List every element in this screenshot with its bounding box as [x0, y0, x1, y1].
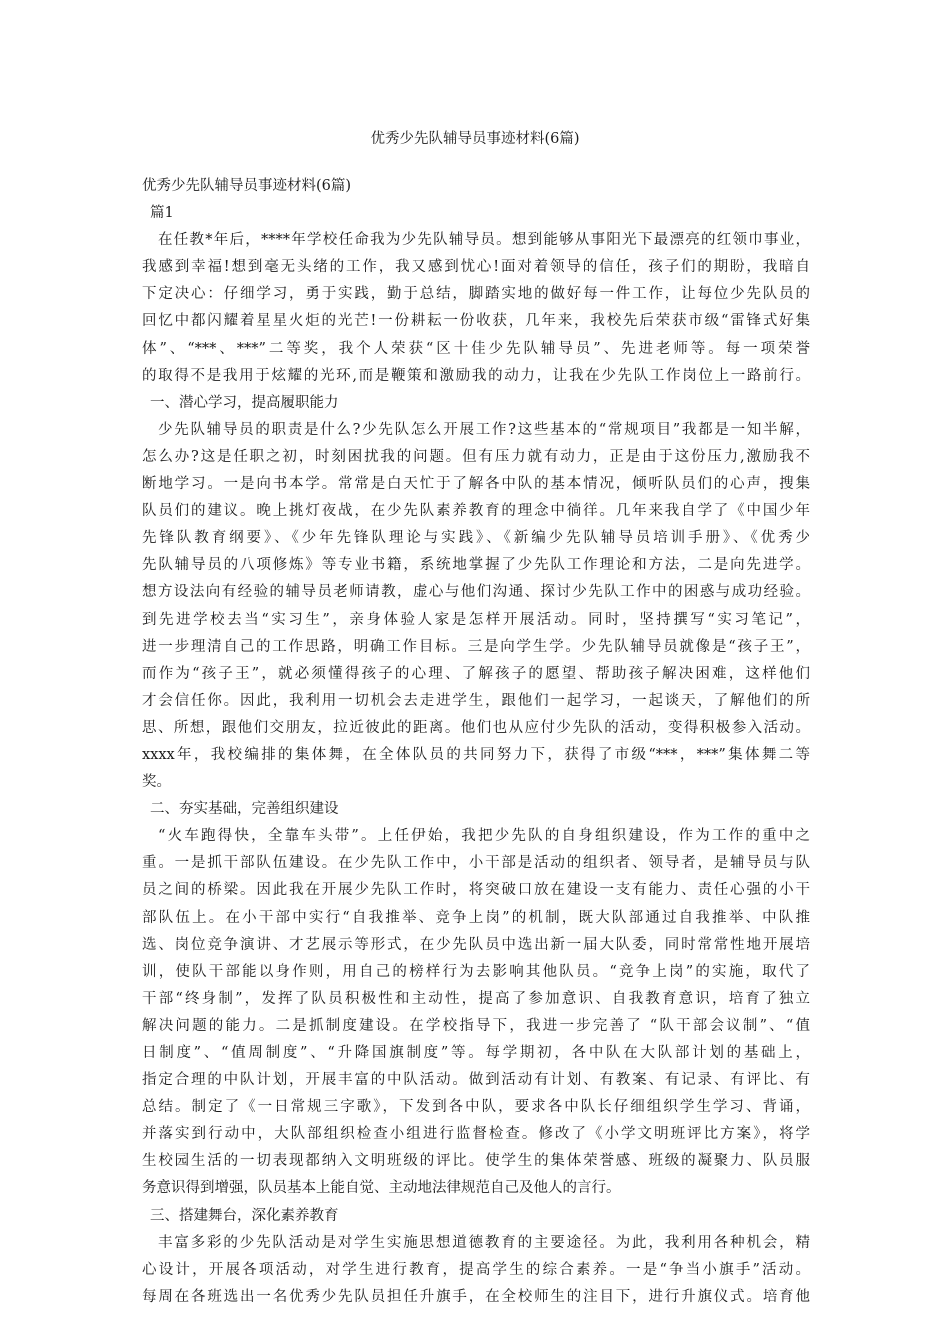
text-line: 干部“终身制”，发挥了队员积极性和主动性，提高了参加意识、自我教育意识，培育了独立 — [142, 990, 810, 1007]
text-line: xxxx年，我校编排的集体舞，在全体队员的共同努力下，获得了市级“***，***”集体舞二等 — [142, 746, 810, 763]
text-line: 总结。制定了《一日常规三字歌》，下发到各中队，要求各中队长仔细组织学生学习、背诵， — [142, 1099, 810, 1116]
text-line: 想方设法向有经验的辅导员老师请教，虚心与他们沟通、探讨少先队工作中的困惑与成功经验。 — [142, 584, 810, 601]
text-line: 指定合理的中队计划，开展丰富的中队活动。做到活动有计划、有教案、有记录、有评比、有 — [142, 1072, 810, 1089]
text-line: 队员们的建议。晚上挑灯夜战，在少先队素养教育的理念中徜徉。几年来我自学了《中国少年 — [142, 503, 810, 520]
text-line: 务意识得到增强，队员基本上能自觉、主动地法律规范自己及他人的言行。 — [142, 1180, 621, 1197]
text-line: 训，使队干部能以身作则，用自己的榜样行为去影响其他队员。“竞争上岗”的实施，取代了 — [142, 963, 810, 980]
text-line: 心设计，开展各项活动，对学生进行教育，提高学生的综合素养。一是“争当小旗手”活动。 — [142, 1261, 810, 1278]
text-line: “火车跑得快，全靠车头带”。上任伊始，我把少先队的自身组织建设，作为工作的重中之 — [158, 828, 810, 845]
document-body — [142, 173, 810, 1311]
text-line: 生校园生活的一切表现都纳入文明班级的评比。使学生的集体荣誉感、班级的凝聚力、队员服 — [142, 1153, 810, 1170]
text-line: 少先队辅导员的职责是什么?少先队怎么开展工作?这些基本的“常规项目”我都是一知半解， — [158, 421, 810, 438]
text-line: 二、夯实基础，完善组织建设 — [150, 801, 339, 818]
text-line: 日制度”、“值周制度”、“升降国旗制度”等。每学期初，各中队在大队部计划的基础上， — [142, 1045, 810, 1061]
text-line: 怎么办?这是任职之初，时刻困扰我的问题。但有压力就有动力，正是由于这份压力,激励我不 — [142, 448, 810, 465]
text-line: 优秀少先队辅导员事迹材料(6篇) — [142, 178, 352, 194]
text-line: 才会信任你。因此，我利用一切机会去走进学生，跟他们一起学习，一起谈天，了解他们的所 — [142, 692, 810, 709]
text-line: 解决问题的能力。二是抓制度建设。在学校指导下，我进一步完善了 “队干部会议制”、“值 — [142, 1017, 810, 1034]
text-line: 到先进学校去当“实习生”，亲身体验人家是怎样开展活动。同时，坚持撰写“实习笔记”， — [142, 611, 810, 628]
text-line: 而作为“孩子王”，就必须懂得孩子的心理、了解孩子的愿望、帮助孩子解决困难，这样他们 — [142, 665, 810, 682]
text-line: 进一步理清自己的工作思路，明确工作目标。三是向学生学。少先队辅导员就像是“孩子王”， — [142, 638, 810, 655]
text-line: 并落实到行动中，大队部组织检查小组进行监督检查。修改了《小学文明班评比方案》，将学 — [142, 1126, 810, 1143]
text-line: 部队伍上。在小干部中实行“自我推举、竞争上岗”的机制，既大队部通过自我推举、中队推 — [142, 909, 810, 926]
text-line: 的取得不是我用于炫耀的光环,而是鞭策和激励我的动力，让我在少先队工作岗位上一路前行。 — [142, 367, 810, 384]
text-line: 回忆中都闪耀着星星火炬的光芒!一份耕耘一份收获，几年来，我校先后荣获市级“雷锋式好集 — [142, 313, 810, 330]
text-line: 重。一是抓干部队伍建设。在少先队工作中，小干部是活动的组织者、领导者，是辅导员与队 — [142, 855, 810, 872]
text-line: 我感到幸福!想到毫无头绪的工作，我又感到忧心!面对着领导的信任，孩子们的期盼，我暗自 — [142, 259, 810, 276]
text-line: 篇1 — [150, 205, 174, 222]
text-line: 体”、“***、***”二等奖，我个人荣获“区十佳少先队辅导员”、先进老师等。每一项荣誉 — [142, 340, 810, 357]
page-title: 优秀少先队辅导员事迹材料(6篇) — [370, 131, 580, 147]
text-line: 选、岗位竞争演讲、才艺展示等形式，在少先队员中选出新一届大队委，同时常常性地开展培 — [142, 936, 810, 953]
text-line: 奖。 — [142, 774, 171, 791]
text-line: 先锋队教育纲要》、《少年先锋队理论与实践》、《新编少先队辅导员培训手册》、《优秀少 — [142, 530, 810, 547]
text-line: 断地学习。一是向书本学。常常是白天忙于了解各中队的基本情况，倾听队员们的心声，搜集 — [142, 476, 810, 493]
text-line: 每周在各班选出一名优秀少先队员担任升旗手，在全校师生的注目下，进行升旗仪式。培育他 — [142, 1288, 810, 1305]
text-line: 思、所想，跟他们交朋友，拉近彼此的距离。他们也从应付少先队的活动，变得积极参入活动。 — [142, 719, 810, 736]
text-line: 丰富多彩的少先队活动是对学生实施思想道德教育的主要途径。为此，我利用各种机会，精 — [158, 1234, 810, 1251]
text-line: 员之间的桥梁。因此我在开展少先队工作时，将突破口放在建设一支有能力、责任心强的小干 — [142, 882, 810, 899]
text-line: 一、潜心学习，提高履职能力 — [150, 394, 339, 411]
text-line: 先队辅导员的八项修炼》等专业书籍，系统地掌握了少先队工作理论和方法，二是向先进学。 — [142, 557, 810, 574]
text-line: 三、搭建舞台，深化素养教育 — [150, 1207, 339, 1224]
text-line: 在任教*年后，****年学校任命我为少先队辅导员。想到能够从事阳光下最漂亮的红领巾事业， — [158, 232, 810, 249]
text-line: 下定决心：仔细学习，勇于实践，勤于总结，脚踏实地的做好每一件工作，让每位少先队员的 — [142, 286, 810, 303]
